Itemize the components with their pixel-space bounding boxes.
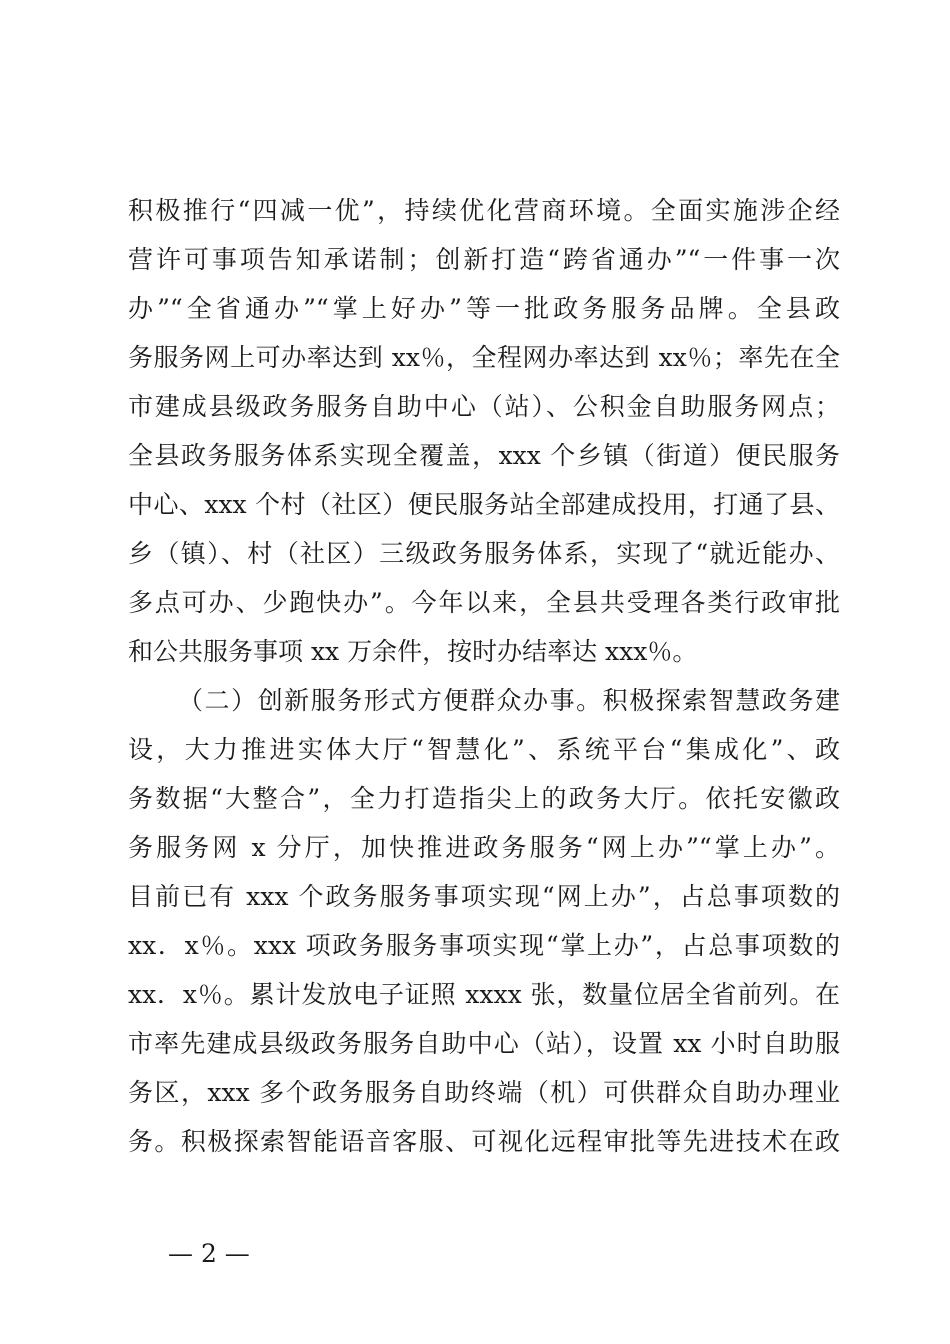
page-number: — 2 — [168, 1239, 250, 1268]
text-line: 设，大力推进实体大厅“智慧化”、系统平台“集成化”、政 [128, 735, 840, 764]
text-line: 办”“全省通办”“掌上好办”等一批政务服务品牌。全县政 [128, 294, 840, 323]
text-line: 和公共服务事项 xx 万余件，按时办结率达 xxx％。 [128, 637, 698, 666]
text-line: 全县政务服务体系实现全覆盖，xxx 个乡镇（街道）便民服务 [128, 441, 840, 470]
body-text [128, 186, 840, 1166]
text-line: 务数据“大整合”，全力打造指尖上的政务大厅。依托安徽政 [128, 784, 840, 813]
text-line: 务。积极探索智能语音客服、可视化远程审批等先进技术在政 [128, 1127, 840, 1156]
text-line: 市建成县级政务服务自助中心（站）、公积金自助服务网点； [128, 392, 840, 421]
text-line: 积极推行“四减一优”，持续优化营商环境。全面实施涉企经 [128, 196, 840, 225]
text-line: 营许可事项告知承诺制；创新打造“跨省通办”“一件事一次 [128, 245, 840, 274]
text-line: 乡（镇）、村（社区）三级政务服务体系，实现了“就近能办、 [128, 539, 840, 568]
text-line: 务服务网上可办率达到 xx％，全程网办率达到 xx％；率先在全 [128, 343, 840, 372]
text-line: 目前已有 xxx 个政务服务事项实现“网上办”，占总事项数的 [128, 882, 840, 911]
text-line: 中心、xxx 个村（社区）便民服务站全部建成投用，打通了县、 [128, 490, 840, 519]
text-line: xx．x％。xxx 项政务服务事项实现“掌上办”，占总事项数的 [128, 931, 840, 960]
paragraph-service-innovation [128, 676, 840, 1166]
text-line: xx．x％。累计发放电子证照 xxxx 张，数量位居全省前列。在 [128, 980, 840, 1009]
paragraph-business-environment [128, 186, 840, 676]
text-line: 务服务网 x 分厅，加快推进政务服务“网上办”“掌上办”。 [128, 833, 840, 862]
section-heading-line: （二）创新服务形式方便群众办事。积极探索智慧政务建 [178, 686, 840, 715]
text-line: 市率先建成县级政务服务自助中心（站），设置 xx 小时自助服 [128, 1029, 840, 1058]
text-line: 务区，xxx 多个政务服务自助终端（机）可供群众自助办理业 [128, 1078, 840, 1107]
text-line: 多点可办、少跑快办”。今年以来，全县共受理各类行政审批 [128, 588, 840, 617]
